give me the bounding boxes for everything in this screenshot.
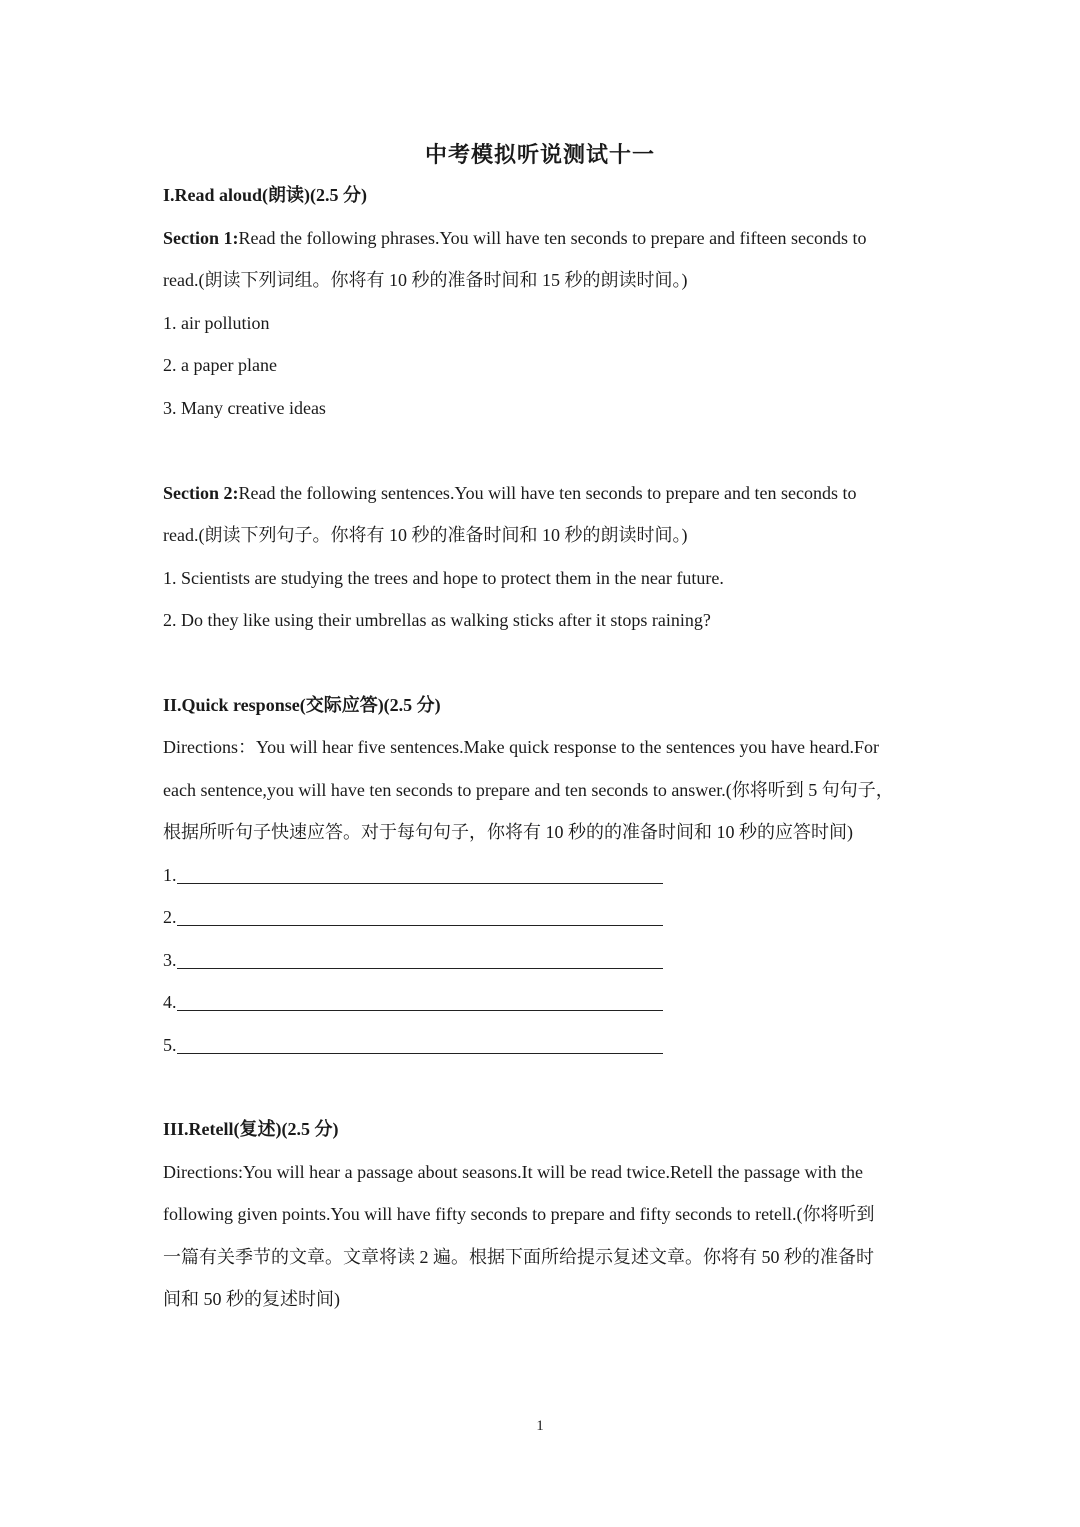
part2-heading: II.Quick response(交际应答)(2.5 分) bbox=[163, 695, 441, 715]
answer-number: 4. bbox=[163, 992, 177, 1012]
section2-item: 2. Do they like using their umbrellas as walking sticks after it stops raining? bbox=[163, 610, 711, 630]
answer-blank-line[interactable] bbox=[177, 863, 663, 884]
section2-instructions-line2: read.(朗读下列句子。你将有 10 秒的准备时间和 10 秒的朗读时间。) bbox=[163, 525, 688, 545]
part3-directions-line3: 一篇有关季节的文章。文章将读 2 遍。根据下面所给提示复述文章。你将有 50 秒的准备时 bbox=[163, 1247, 874, 1267]
answer-row-3 bbox=[163, 948, 683, 972]
answer-blank-line[interactable] bbox=[177, 990, 663, 1011]
section1-item: 2. a paper plane bbox=[163, 355, 277, 375]
section1-item: 1. air pollution bbox=[163, 313, 270, 333]
answer-number: 3. bbox=[163, 950, 177, 970]
answer-row-1 bbox=[163, 863, 683, 887]
answer-blank-line[interactable] bbox=[177, 905, 663, 926]
section2-instructions-line1 bbox=[163, 481, 943, 505]
answer-row-2 bbox=[163, 905, 683, 929]
part3-directions-line1: Directions:You will hear a passage about seasons.It will be read twice.Retell the passage with the bbox=[163, 1162, 863, 1182]
part3-directions-line2: following given points.You will have fifty seconds to prepare and fifty seconds to retell.(你将听到 bbox=[163, 1204, 875, 1224]
part2-directions-line1: Directions：You will hear five sentences.Make quick response to the sentences you have heard.For bbox=[163, 737, 879, 757]
section1-instructions-line2: read.(朗读下列词组。你将有 10 秒的准备时间和 15 秒的朗读时间。) bbox=[163, 270, 688, 290]
part1-heading: I.Read aloud(朗读)(2.5 分) bbox=[163, 185, 368, 205]
answer-blank-line[interactable] bbox=[177, 1033, 663, 1054]
part3-directions-line4: 间和 50 秒的复述时间) bbox=[163, 1289, 340, 1309]
section1-item: 3. Many creative ideas bbox=[163, 398, 326, 418]
part2-directions-line2: each sentence,you will have ten seconds to prepare and ten seconds to answer.(你将听到 5 句句子， bbox=[163, 780, 894, 800]
page-number: 1 bbox=[536, 1418, 544, 1434]
section2-text-line1: Read the following sentences.You will have ten seconds to prepare and ten seconds to bbox=[238, 483, 857, 503]
answer-row-4 bbox=[163, 990, 683, 1014]
answer-number: 5. bbox=[163, 1035, 177, 1055]
part3-heading: III.Retell(复述)(2.5 分) bbox=[163, 1119, 339, 1139]
section2-label: Section 2: bbox=[163, 483, 239, 503]
part2-directions-line3: 根据所听句子快速应答。对于每句句子，你将有 10 秒的的准备时间和 10 秒的应答时间) bbox=[163, 822, 853, 842]
answer-row-5 bbox=[163, 1033, 683, 1057]
section1-label: Section 1: bbox=[163, 228, 239, 248]
answer-number: 1. bbox=[163, 865, 177, 885]
section2-item: 1. Scientists are studying the trees and hope to protect them in the near future. bbox=[163, 568, 724, 588]
section1-instructions-line1 bbox=[163, 226, 943, 250]
answer-number: 2. bbox=[163, 907, 177, 927]
section1-text-line1: Read the following phrases.You will have ten seconds to prepare and fifteen seconds to bbox=[238, 228, 867, 248]
page-title: 中考模拟听说测试十一 bbox=[424, 142, 655, 167]
answer-blank-line[interactable] bbox=[177, 948, 663, 969]
